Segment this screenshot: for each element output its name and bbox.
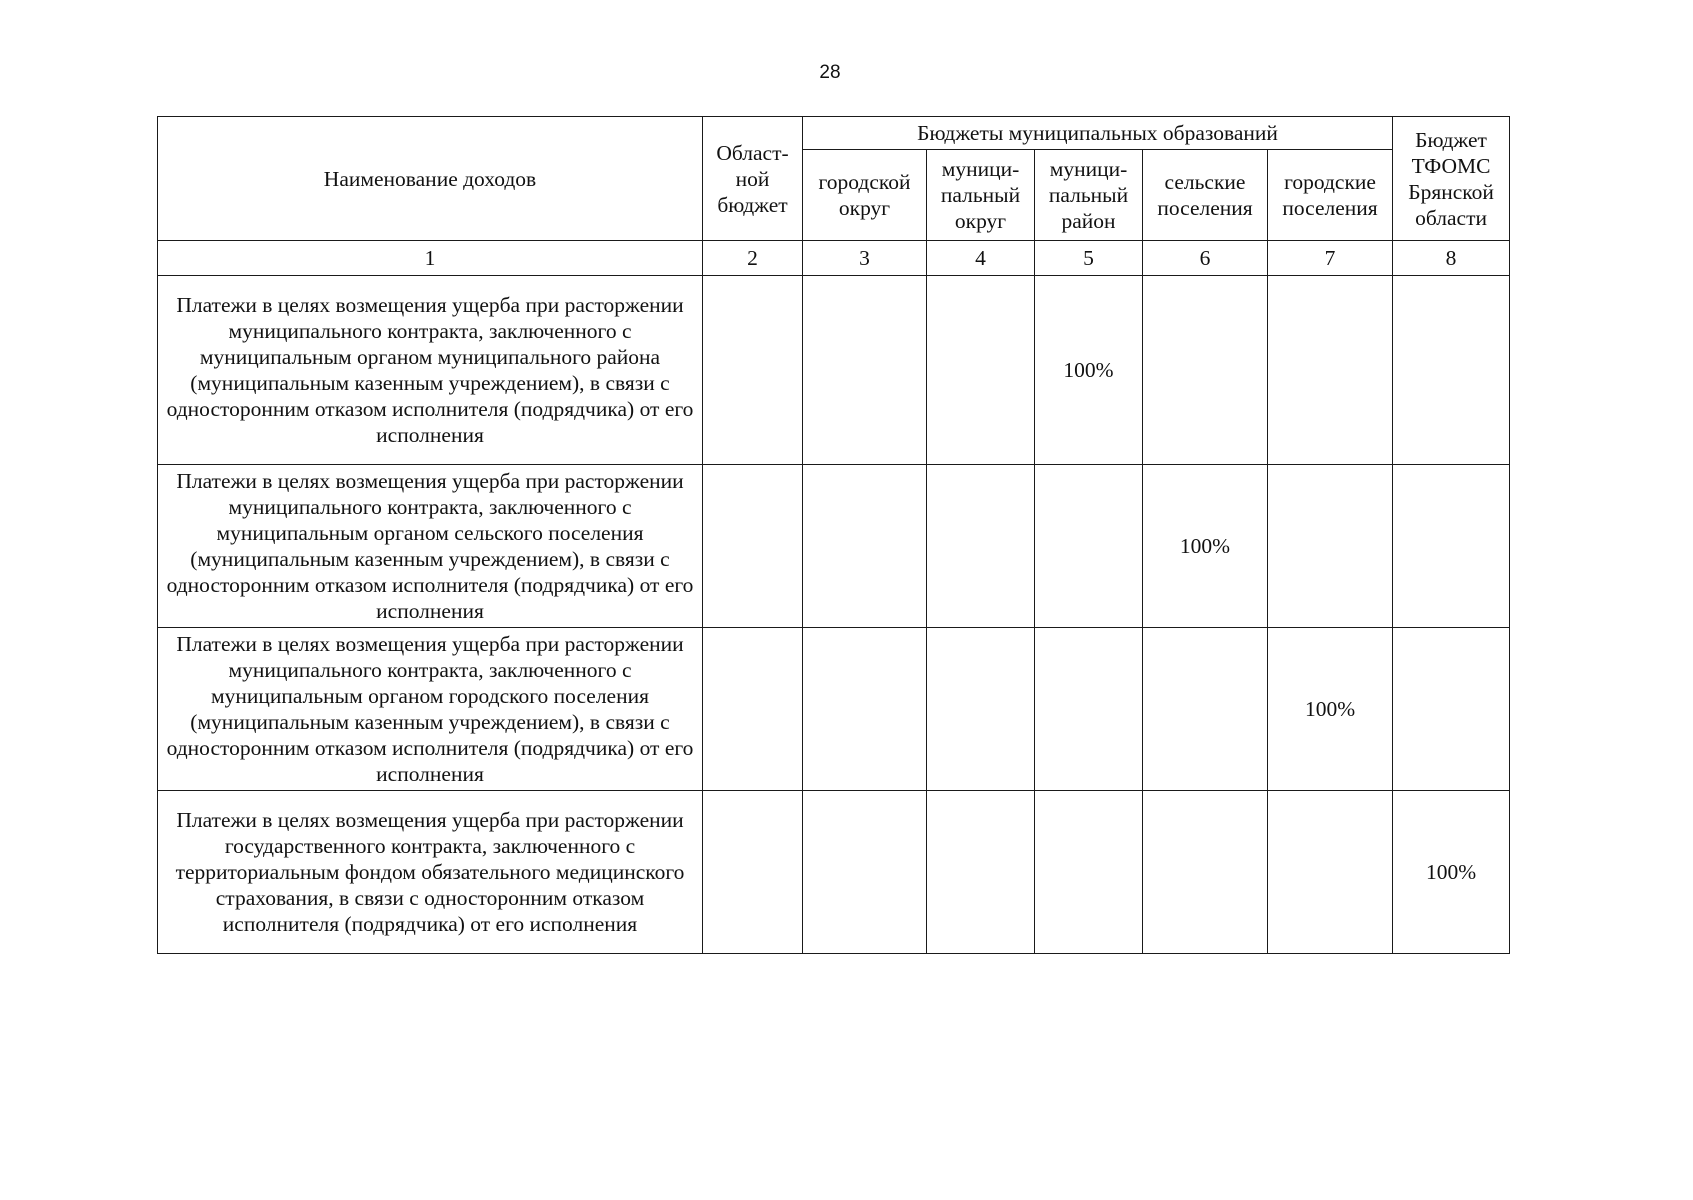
value-cell [1143,628,1268,791]
header-municipal-raion-text: муници- пальный район [1048,157,1129,233]
header-municipal-budgets [803,117,1393,150]
value-cell [1268,791,1393,954]
header-tfoms-budget-text: Бюджет ТФОМС Брянской области [1408,127,1494,230]
header-revenue-name [158,117,703,241]
table-row [158,628,1510,791]
value-cell [1035,791,1143,954]
column-number: 8 [1393,241,1510,276]
value-cell [1393,276,1510,465]
column-number: 6 [1143,241,1268,276]
value-cell [1393,628,1510,791]
column-number: 1 [158,241,703,276]
column-number-row [158,241,1510,276]
header-revenue-name-text: Наименование доходов [323,166,537,191]
value-cell [803,628,927,791]
header-city-district [803,150,927,241]
table-row [158,276,1510,465]
revenue-name-cell: Платежи в целях возмещения ущерба при расторжении муниципального контракта, заключенного с муниципальным органом городского поселения (муниципальным казенным учреждением), в связи с односторонним отказом исполнителя (подрядчика) от его исполнения [158,628,703,791]
value-cell [703,465,803,628]
value-cell: 100% [1143,465,1268,628]
header-municipal-okrug [927,150,1035,241]
revenue-name-cell: Платежи в целях возмещения ущерба при расторжении муниципального контракта, заключенного с муниципальным органом муниципального района (муниципальным казенным учреждением), в связи с односторонним отказом исполнителя (подрядчика) от его исполнения [158,276,703,465]
header-rural-settlements [1143,150,1268,241]
header-urban-settlements-text: городские поселения [1282,170,1378,220]
column-number: 2 [703,241,803,276]
value-cell [927,791,1035,954]
value-cell [1143,791,1268,954]
header-row-top [158,117,1510,150]
value-cell: 100% [1035,276,1143,465]
value-cell [1393,465,1510,628]
value-cell [803,276,927,465]
value-cell [803,465,927,628]
header-urban-settlements [1268,150,1393,241]
revenue-name-cell: Платежи в целях возмещения ущерба при расторжении муниципального контракта, заключенного с муниципальным органом сельского поселения (муниципальным казенным учреждением), в связи с односторонним отказом исполнителя (подрядчика) от его исполнения [158,465,703,628]
value-cell [703,276,803,465]
header-tfoms-budget [1393,117,1510,241]
header-municipal-okrug-text: муници- пальный округ [940,157,1021,233]
value-cell [803,791,927,954]
value-cell [927,628,1035,791]
value-cell [927,465,1035,628]
header-regional-budget-text: Област- ной бюджет [716,140,789,217]
value-cell [1035,628,1143,791]
value-cell [1143,276,1268,465]
header-regional-budget [703,117,803,241]
value-cell [1268,276,1393,465]
revenue-distribution-table [157,116,1510,954]
value-cell [703,628,803,791]
column-number: 3 [803,241,927,276]
value-cell [1268,465,1393,628]
column-number: 5 [1035,241,1143,276]
header-rural-settlements-text: сельские поселения [1157,170,1253,220]
revenue-name-cell: Платежи в целях возмещения ущерба при расторжении государственного контракта, заключенного с территориальным фондом обязательного медицинского страхования, в связи с односторонним отказом исполнителя (подрядчика) от его исполнения [158,791,703,954]
value-cell [1035,465,1143,628]
column-number: 4 [927,241,1035,276]
value-cell [927,276,1035,465]
page-number: 28 [819,62,841,83]
table-row [158,465,1510,628]
value-cell: 100% [1268,628,1393,791]
header-municipal-raion [1035,150,1143,241]
value-cell [703,791,803,954]
value-cell: 100% [1393,791,1510,954]
header-municipal-budgets-text: Бюджеты муниципальных образований [917,121,1278,145]
column-number: 7 [1268,241,1393,276]
header-city-district-text: городской округ [818,170,911,220]
table-row [158,791,1510,954]
